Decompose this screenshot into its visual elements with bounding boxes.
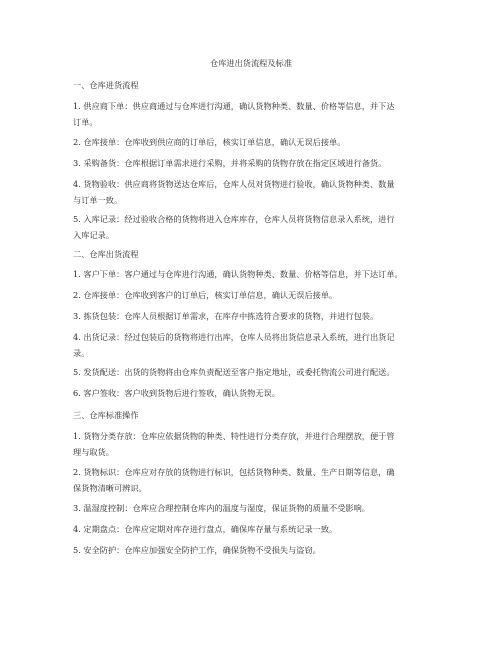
paragraph: [73, 134, 433, 150]
paragraph-line: 与订单一致。: [73, 195, 123, 205]
section-heading-inbound: 一、仓库进货流程: [73, 80, 139, 90]
paragraph-line: 订单。: [73, 117, 98, 127]
paragraph-line: 3. 温湿度控制：仓库应合理控制仓库内的温度与湿度，保证货物的质量不受影响。: [73, 503, 370, 513]
paragraph: [73, 521, 433, 537]
paragraph-line: 录。: [73, 348, 90, 358]
section-heading-outbound: 二、仓库出货流程: [73, 249, 139, 259]
paragraph-line: 入库记录。: [73, 230, 114, 240]
paragraph-line: 4. 货物验收：供应商将货物送达仓库后，仓库人员对货物进行验收，确认货物种类、数量: [73, 179, 395, 189]
paragraph-line: 2. 仓库接单：仓库收到客户的订单后，核实订单信息，确认无误后接单。: [73, 290, 338, 300]
paragraph: [73, 428, 433, 460]
paragraph-line: 6. 客户签收：客户收到货物后进行签收，确认货物无误。: [73, 388, 280, 398]
paragraph: [73, 385, 433, 401]
paragraph: [73, 542, 433, 558]
paragraph: [73, 464, 433, 496]
document-title: 仓库进出货流程及标准: [210, 58, 292, 68]
paragraph-line: 2. 货物标识：仓库应对存放的货物进行标识，包括货物种类、数量、生产日期等信息，确: [73, 467, 395, 477]
paragraph: [73, 266, 433, 282]
paragraph: [73, 329, 433, 361]
section-heading-standards: 三、仓库标准操作: [73, 410, 139, 420]
paragraph-line: 5. 发货配送：出货的货物将由仓库负责配送至客户指定地址，或委托物流公司进行配送。: [73, 367, 395, 377]
paragraph-line: 1. 货物分类存放：仓库应依据货物的种类、特性进行分类存放，并进行合理摆放，便于管: [73, 431, 395, 441]
paragraph: [73, 211, 433, 243]
paragraph-line: 3. 采购备货：仓库根据订单需求进行采购，并将采购的货物存放在指定区域进行备货。: [73, 158, 387, 168]
paragraph-line: 4. 定期盘点：仓库应定期对库存进行盘点，确保库存量与系统记录一致。: [73, 524, 338, 534]
paragraph: [73, 364, 433, 380]
paragraph: [73, 155, 433, 171]
paragraph: [73, 176, 433, 208]
paragraph-line: 2. 仓库接单：仓库收到供应商的订单后，核实订单信息，确认无误后接单。: [73, 137, 346, 147]
paragraph: [73, 287, 433, 303]
paragraph-line: 理与取货。: [73, 447, 114, 457]
paragraph: [73, 500, 433, 516]
paragraph-line: 5. 安全防护：仓库应加强安全防护工作，确保货物不受损失与盗窃。: [73, 545, 321, 555]
paragraph: [73, 98, 433, 130]
paragraph-line: 1. 客户下单：客户通过与仓库进行沟通，确认货物种类、数量、价格等信息，并下达订单。: [73, 269, 403, 279]
paragraph-line: 5. 入库记录：经过验收合格的货物将进入仓库库存，仓库人员将货物信息录入系统，进行: [73, 214, 395, 224]
paragraph-line: 4. 出货记录：经过包装后的货物将进行出库，仓库人员将出货信息录入系统，进行出货记: [73, 332, 395, 342]
paragraph-line: 保货物清晰可辨识。: [73, 483, 147, 493]
paragraph-line: 1. 供应商下单：供应商通过与仓库进行沟通，确认货物种类、数量、价格等信息，并下达: [73, 101, 395, 111]
paragraph: [73, 308, 433, 324]
paragraph-line: 3. 拣货包装：仓库人员根据订单需求，在库存中拣选符合要求的货物，并进行包装。: [73, 311, 379, 321]
